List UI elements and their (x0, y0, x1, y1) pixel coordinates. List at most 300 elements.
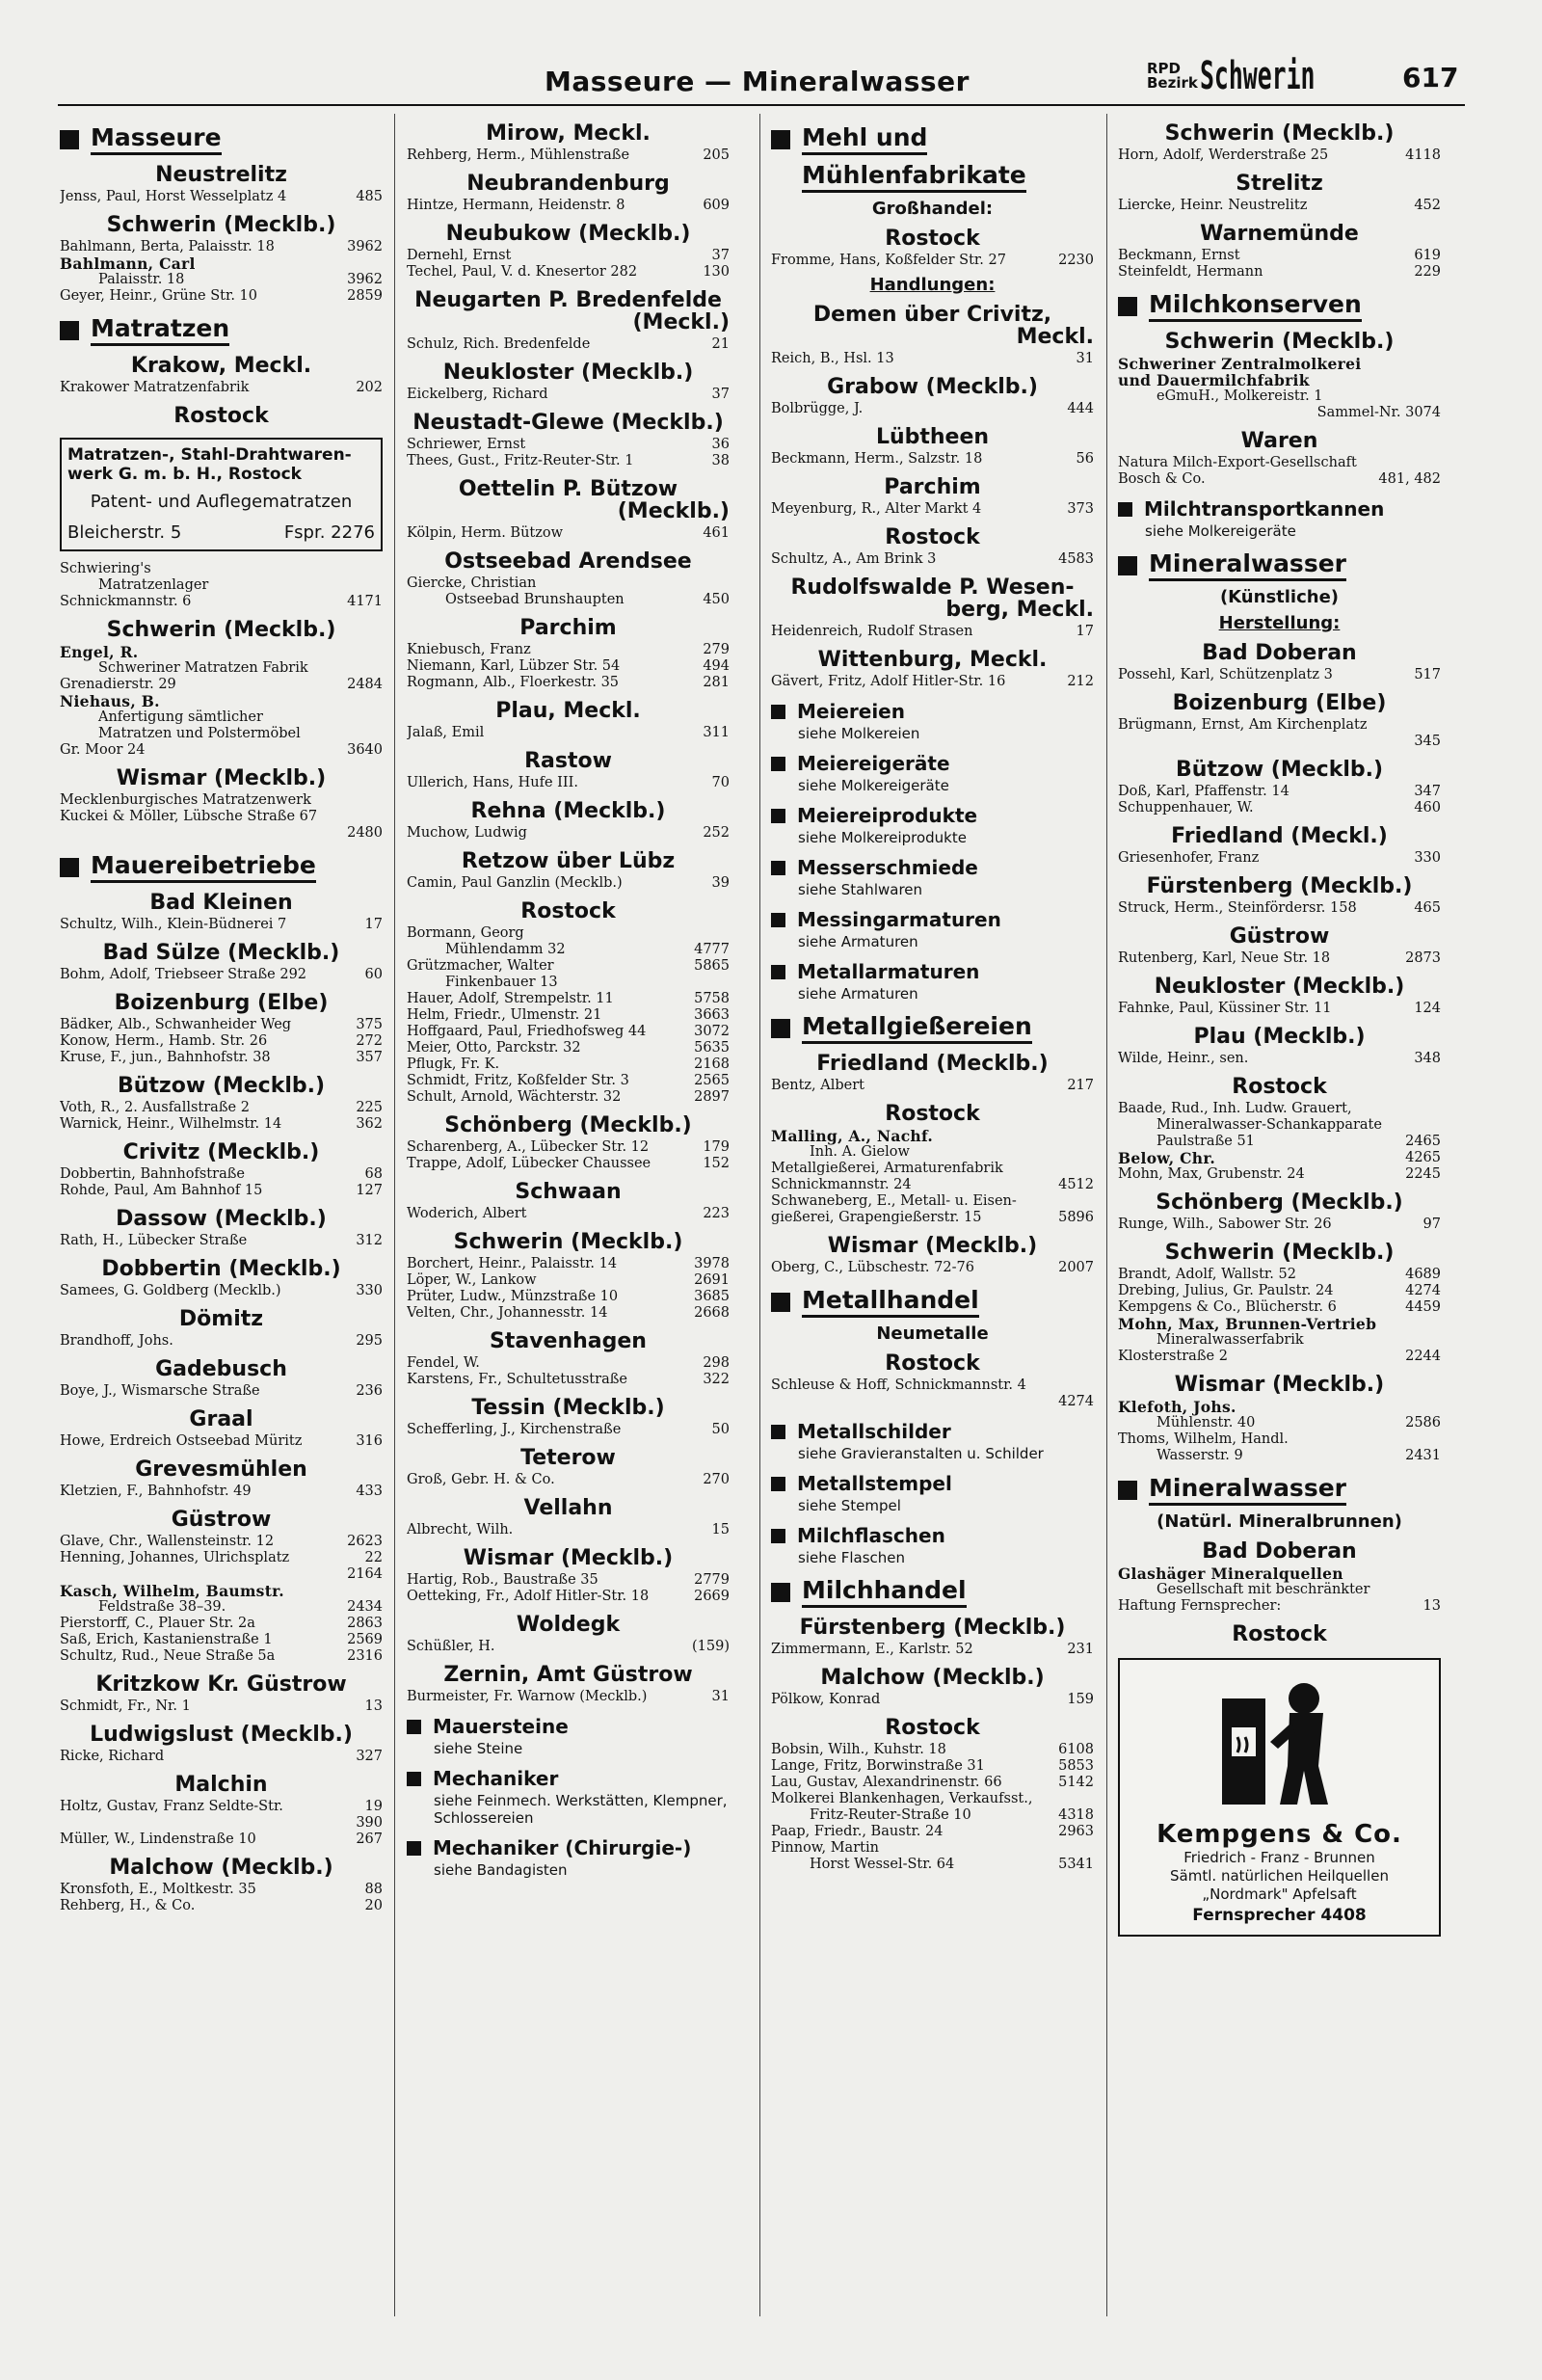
listing-name: Metallgießerei, Armaturenfabrik (771, 1161, 1003, 1176)
listing-entry (1118, 1051, 1441, 1067)
listing-name: Dernehl, Ernst (407, 248, 512, 263)
listing-name: Schmidt, Fritz, Koßfelder Str. 3 (407, 1073, 629, 1088)
listing-name: Ostseebad Brunshaupten (445, 592, 625, 607)
city-heading: Rostock (1232, 1622, 1327, 1646)
listing-name: Drebing, Julius, Gr. Paulstr. 24 (1118, 1283, 1334, 1298)
listing-name: Löper, W., Lankow (407, 1272, 537, 1288)
listing-name: Giercke, Christian (407, 575, 537, 591)
city-heading: Woldegk (516, 1613, 621, 1637)
phone-number: 2434 (347, 1599, 383, 1615)
listing-name: Schultz, Wilh., Klein-Büdnerei 7 (60, 917, 287, 932)
listing-name: Schefferling, J., Kirchenstraße (407, 1422, 622, 1437)
listing-entry (60, 239, 383, 255)
phone-number: 2668 (694, 1305, 730, 1321)
phone-number: 252 (703, 825, 730, 841)
listing-name: Brandt, Adolf, Wallstr. 52 (1118, 1267, 1296, 1282)
listing-name: Paap, Friedr., Baustr. 24 (771, 1824, 944, 1839)
phone-number: 68 (364, 1166, 383, 1182)
advertisement-kempgens (1118, 1658, 1441, 1937)
phone-number: 4274 (1405, 1283, 1441, 1298)
phone-number: 3978 (694, 1256, 730, 1271)
cross-reference: siehe Stempel (798, 1497, 901, 1514)
phone-number: 88 (364, 1882, 383, 1897)
listing-name: eGmuH., Molkereistr. 1 (1156, 388, 1323, 404)
listing-name: Rutenberg, Karl, Neue Str. 18 (1118, 950, 1331, 966)
listing-name: Thoms, Wilhelm, Handl. (1118, 1431, 1289, 1447)
phone-number: 223 (703, 1206, 730, 1221)
section-title: Milchflaschen (797, 1524, 945, 1547)
listing-name: Hoffgaard, Paul, Friedhofsweg 44 (407, 1024, 647, 1039)
phone-number: 202 (356, 380, 383, 395)
city-heading: Bad Kleinen (149, 891, 293, 915)
subheading (1118, 613, 1441, 633)
listing-entry (1118, 1101, 1441, 1117)
section-marker-icon (407, 1772, 421, 1786)
city-heading: (Meckl.) (632, 310, 730, 334)
listing-name: Natura Milch-Export-Gesellschaft (1118, 455, 1357, 470)
column-divider (759, 114, 760, 2316)
listing-entry (771, 401, 1094, 417)
section-heading (771, 908, 1094, 931)
listing-entry (407, 1007, 730, 1024)
phone-number: 127 (356, 1183, 383, 1198)
listing-name: Eickelberg, Richard (407, 387, 548, 402)
phone-number: 31 (1076, 351, 1094, 366)
cross-reference: siehe Feinmech. Werkstätten, Klempner, Schlossereien (434, 1792, 728, 1827)
listing-name: Dobbertin, Bahnhofstraße (60, 1166, 245, 1182)
listing-name: Runge, Wilh., Sabower Str. 26 (1118, 1217, 1332, 1232)
phone-number: Sammel-Nr. 3074 (1316, 405, 1441, 420)
phone-number: 609 (703, 198, 730, 213)
listing-entry (407, 437, 730, 453)
ad-line: Sämtl. natürlichen Heilquellen (1170, 1867, 1389, 1885)
listing-entry (1118, 1283, 1441, 1299)
listing-entry (1118, 1117, 1441, 1134)
listing-entry (1118, 372, 1441, 388)
city-heading: Wittenburg, Meckl. (817, 648, 1048, 672)
phone-number: 5635 (694, 1040, 730, 1056)
city-heading: Schwerin (Mecklb.) (1164, 1241, 1395, 1265)
listing-name: Brandhoff, Johs. (60, 1333, 173, 1349)
listing-name: Kronsfoth, E., Moltkestr. 35 (60, 1882, 256, 1897)
section-heading (771, 960, 1094, 983)
phone-number: 450 (703, 592, 730, 607)
listing-entry (407, 991, 730, 1007)
listing-entry (407, 336, 730, 353)
section-marker-icon (1118, 1481, 1137, 1500)
city-heading: Schönberg (Mecklb.) (444, 1113, 692, 1137)
section-title: Meiereien (797, 700, 905, 723)
section-title: Metallarmaturen (797, 960, 980, 983)
phone-number: 2316 (347, 1648, 383, 1664)
section-heading (407, 1836, 730, 1859)
listing-name: Lau, Gustav, Alexandrinenstr. 66 (771, 1775, 1002, 1790)
city-heading: Wismar (Mecklb.) (827, 1234, 1038, 1258)
city-heading: Wismar (Mecklb.) (1174, 1373, 1385, 1397)
listing-name: Fritz-Reuter-Straße 10 (810, 1807, 971, 1823)
listing-entry (1118, 147, 1441, 164)
section-heading (407, 1767, 730, 1790)
listing-name: Doß, Karl, Pfaffenstr. 14 (1118, 784, 1289, 799)
listing-name: Matratzenlager (98, 577, 209, 593)
section-marker-icon (771, 757, 785, 771)
city-heading: Dobbertin (Mecklb.) (101, 1257, 341, 1281)
listing-entry (60, 1100, 383, 1116)
phone-number: 159 (1067, 1692, 1094, 1707)
listing-name: Zimmermann, E., Karlstr. 52 (771, 1642, 973, 1657)
city-heading: Malchin (174, 1773, 268, 1797)
phone-number: 179 (703, 1139, 730, 1155)
listing-entry (60, 1484, 383, 1500)
city-heading: Grabow (Mecklb.) (827, 375, 1038, 399)
listing-entry (60, 380, 383, 396)
section-marker-icon (771, 1583, 790, 1602)
listing-entry (407, 1689, 730, 1705)
section-heading (60, 314, 383, 346)
listing-name: Possehl, Karl, Schützenplatz 3 (1118, 667, 1333, 682)
listing-name: Hartig, Rob., Baustraße 35 (407, 1572, 598, 1588)
cross-reference: siehe Molkereigeräte (798, 777, 949, 794)
section-marker-icon (60, 130, 79, 149)
listing-name: Henning, Johannes, Ulrichsplatz (60, 1550, 290, 1565)
listing-entry (60, 1898, 383, 1914)
section-heading (771, 1524, 1094, 1547)
listing-name: Schleuse & Hoff, Schnickmannstr. 4 (771, 1377, 1026, 1393)
section-heading (1118, 1474, 1441, 1506)
listing-entry (771, 1161, 1094, 1177)
phone-number: 2244 (1405, 1349, 1441, 1364)
section-heading (771, 1576, 1094, 1608)
listing-name: Mühlendamm 32 (445, 942, 566, 957)
section-marker-icon (407, 1720, 421, 1734)
listing-name: Rohde, Paul, Am Bahnhof 15 (60, 1183, 263, 1198)
phone-number: 5142 (1058, 1775, 1094, 1790)
listing-entry (1118, 1349, 1441, 1365)
section-heading (1118, 549, 1441, 581)
listing-name: Hintze, Hermann, Heidenstr. 8 (407, 198, 625, 213)
phone-number: 124 (1414, 1001, 1441, 1016)
listing-entry (60, 792, 383, 809)
listing-entry (1118, 455, 1441, 471)
subheading-text: Handlungen: (869, 275, 996, 295)
city-heading: Fürstenberg (Mecklb.) (1146, 874, 1413, 898)
listing-entry (60, 917, 383, 933)
city-heading: Rostock (885, 1716, 980, 1740)
phone-number: 3663 (694, 1007, 730, 1023)
listing-entry (60, 594, 383, 610)
phone-number: 205 (703, 147, 730, 163)
listing-entry (1118, 471, 1441, 488)
listing-name: Pflugk, Fr. K. (407, 1056, 500, 1072)
phone-number: 327 (356, 1749, 383, 1764)
listing-name: Oberg, C., Lübschestr. 72-76 (771, 1260, 974, 1275)
listing-name: Molkerei Blankenhagen, Verkaufsst., (771, 1791, 1033, 1806)
listing-name: Rehberg, H., & Co. (60, 1898, 196, 1913)
section-marker-icon (771, 1477, 785, 1491)
section-marker-icon (771, 1425, 785, 1439)
listing-name: Struck, Herm., Steinfördersr. 158 (1118, 900, 1357, 916)
section-title: Messingarmaturen (797, 908, 1001, 931)
section-marker-icon (771, 1019, 790, 1038)
section-heading (60, 851, 383, 883)
listing-entry (771, 1840, 1094, 1857)
cross-reference: siehe Steine (434, 1740, 523, 1757)
section-marker-icon (1118, 556, 1137, 575)
phone-number: 4118 (1405, 147, 1441, 163)
listing-entry (60, 189, 383, 205)
listing-entry (60, 1383, 383, 1400)
listing-name: Klefoth, Johs. (1118, 1398, 1236, 1416)
listing-entry (407, 958, 730, 975)
listing-entry (60, 1166, 383, 1183)
listing-entry (771, 1742, 1094, 1758)
listing-entry (771, 1758, 1094, 1775)
city-heading: Plau (Mecklb.) (1193, 1025, 1366, 1049)
cross-reference: siehe Flaschen (798, 1549, 906, 1566)
listing-name: Malling, A., Nachf. (771, 1127, 934, 1145)
listing-entry (407, 198, 730, 214)
phone-number: 433 (356, 1484, 383, 1499)
phone-number: 212 (1067, 674, 1094, 689)
listing-entry (1118, 1582, 1441, 1598)
phone-number: 4265 (1405, 1150, 1441, 1165)
phone-number: 348 (1414, 1051, 1441, 1066)
phone-number: 2863 (347, 1616, 383, 1631)
listing-entry (771, 501, 1094, 518)
phone-number: 15 (711, 1522, 730, 1538)
listing-entry (60, 1698, 383, 1715)
listing-entry (771, 253, 1094, 269)
phone-number: 312 (356, 1233, 383, 1248)
section-marker-icon (771, 1529, 785, 1543)
listing-name: Liercke, Heinr. Neustrelitz (1118, 198, 1308, 213)
listing-name: Boye, J., Wismarsche Straße (60, 1383, 260, 1399)
phone-number: 375 (356, 1017, 383, 1032)
city-heading: Waren (1240, 429, 1318, 453)
subheading: (Künstliche) (1219, 587, 1340, 607)
listing-name: Thees, Gust., Fritz-Reuter-Str. 1 (407, 453, 634, 468)
city-heading: Boizenburg (Elbe) (114, 991, 329, 1015)
listing-entry (60, 693, 383, 709)
listing-name: Müller, W., Lindenstraße 10 (60, 1832, 256, 1847)
phone-number: 5341 (1058, 1857, 1094, 1872)
listing-name: Kniebusch, Franz (407, 642, 531, 657)
listing-entry (771, 674, 1094, 690)
listing-entry (771, 1791, 1094, 1807)
section-heading (771, 1286, 1094, 1318)
listing-name: Camin, Paul Ganzlin (Mecklb.) (407, 875, 623, 891)
listing-entry (1118, 1332, 1441, 1349)
ad-phone: Fernsprecher 4408 (1192, 1906, 1367, 1925)
listing-name: Bobsin, Wilh., Kuhstr. 18 (771, 1742, 946, 1757)
listing-entry (407, 1305, 730, 1322)
phone-number: 461 (703, 525, 730, 541)
city-heading: Bützow (Mecklb.) (1175, 758, 1384, 782)
listing-entry (407, 925, 730, 942)
city-heading: Neubrandenburg (466, 172, 670, 196)
listing-name: Groß, Gebr. H. & Co. (407, 1472, 555, 1487)
phone-number: 20 (364, 1898, 383, 1913)
city-heading: Oettelin P. Bützow (458, 477, 678, 501)
listing-entry (407, 1139, 730, 1156)
listing-name: Schweriner Matratzen Fabrik (98, 660, 308, 676)
phone-number: 3962 (347, 239, 383, 254)
listing-name: Scharenberg, A., Lübecker Str. 12 (407, 1139, 650, 1155)
city-heading: Ostseebad Arendsee (444, 549, 692, 574)
listing-entry (60, 1333, 383, 1350)
city-heading: Neukloster (Mecklb.) (1154, 975, 1405, 999)
city-heading: Neubukow (Mecklb.) (445, 222, 691, 246)
phone-number: 37 (711, 248, 730, 263)
phone-number: 2007 (1058, 1260, 1094, 1275)
listing-name: Bahlmann, Carl (60, 254, 196, 273)
phone-number: 36 (711, 437, 730, 452)
phone-number: 311 (703, 725, 730, 740)
city-heading: Rostock (885, 1102, 980, 1126)
listing-entry (1118, 1001, 1441, 1017)
listing-entry (60, 1283, 383, 1299)
listing-name: Grützmacher, Walter (407, 958, 554, 974)
city-heading: Krakow, Meckl. (130, 354, 312, 378)
phone-number: 22 (364, 1550, 383, 1565)
listing-name: Below, Chr. (1118, 1149, 1216, 1167)
listing-name: Bosch & Co. (1118, 471, 1206, 487)
listing-entry (407, 248, 730, 264)
listing-name: Mineralwasser-Schankapparate (1156, 1117, 1382, 1133)
section-heading (1118, 497, 1441, 521)
city-heading: Neustadt-Glewe (Mecklb.) (412, 411, 724, 435)
listing-name: Pinnow, Martin (771, 1840, 879, 1856)
city-heading: Rostock (885, 1351, 980, 1376)
listing-name: Heidenreich, Rudolf Strasen (771, 624, 973, 639)
listing-name: Saß, Erich, Kastanienstraße 1 (60, 1632, 273, 1647)
section-marker-icon (771, 705, 785, 719)
phone-number: 517 (1414, 667, 1441, 682)
listing-name: Meyenburg, R., Alter Markt 4 (771, 501, 982, 517)
listing-entry (407, 775, 730, 791)
listing-entry (1118, 356, 1441, 372)
listing-entry (771, 1642, 1094, 1658)
phone-number: 444 (1067, 401, 1094, 416)
listing-entry (1118, 1565, 1441, 1582)
phone-number: 362 (356, 1116, 383, 1132)
phone-number: 272 (356, 1033, 383, 1049)
city-heading: Kritzkow Kr. Güstrow (95, 1672, 347, 1697)
city-heading: Friedland (Meckl.) (1171, 824, 1388, 848)
listing-entry (60, 1599, 383, 1616)
listing-entry (60, 272, 383, 288)
listing-name: Velten, Chr., Johannesstr. 14 (407, 1305, 608, 1321)
city-heading: Gadebusch (155, 1357, 287, 1381)
listing-name: Fahnke, Paul, Küssiner Str. 11 (1118, 1001, 1332, 1016)
city-heading: Retzow über Lübz (461, 849, 676, 873)
city-heading: Graal (189, 1407, 253, 1431)
listing-name: Schüßler, H. (407, 1639, 495, 1654)
listing-entry (1118, 1217, 1441, 1233)
listing-name: Bahlmann, Berta, Palaisstr. 18 (60, 239, 275, 254)
listing-name: Kletzien, F., Bahnhofstr. 49 (60, 1484, 252, 1499)
listing-name: Reich, B., Hsl. 13 (771, 351, 894, 366)
section-title: Mineralwasser (1149, 549, 1346, 581)
listing-entry (60, 644, 383, 660)
section-marker-icon (771, 1293, 790, 1312)
listing-entry (407, 1355, 730, 1372)
phone-number: 2859 (347, 288, 383, 304)
listing-entry (1118, 1150, 1441, 1166)
listing-entry (60, 1749, 383, 1765)
listing-name: Schuppenhauer, W. (1118, 800, 1254, 816)
phone-number: 50 (711, 1422, 730, 1437)
city-heading: Rehna (Mecklb.) (470, 799, 666, 823)
listing-entry (60, 709, 383, 726)
listing-entry (407, 1089, 730, 1106)
section-heading (771, 804, 1094, 827)
listing-entry (407, 1272, 730, 1289)
phone-number: 330 (356, 1283, 383, 1298)
listing-entry (771, 1377, 1094, 1394)
listing-entry (771, 1775, 1094, 1791)
phone-number: 2465 (1405, 1134, 1441, 1149)
section-heading (407, 1715, 730, 1738)
phone-number: 152 (703, 1156, 730, 1171)
listing-name: Gävert, Fritz, Adolf Hitler-Str. 16 (771, 674, 1006, 689)
listing-entry (407, 675, 730, 691)
ad-line: Friedrich - Franz - Brunnen (1183, 1849, 1375, 1866)
listing-entry (407, 825, 730, 842)
listing-name: Horn, Adolf, Werderstraße 25 (1118, 147, 1329, 163)
listing-name: Griesenhofer, Franz (1118, 850, 1260, 866)
phone-number: 19 (364, 1799, 383, 1814)
phone-number: 60 (364, 967, 383, 982)
listing-entry (60, 809, 383, 825)
city-heading: Rudolfswalde P. Wesen- (790, 575, 1075, 600)
listing-entry (60, 1433, 383, 1450)
phone-number: 21 (711, 336, 730, 352)
city-heading: Vellahn (523, 1496, 613, 1520)
city-heading: Stavenhagen (490, 1329, 647, 1353)
city-heading: Wismar (Mecklb.) (463, 1546, 674, 1570)
listing-name: Bädker, Alb., Schwanheider Weg (60, 1017, 292, 1032)
listing-name: Bentz, Albert (771, 1078, 864, 1093)
listing-entry (407, 1522, 730, 1538)
listing-name: Schmidt, Fr., Nr. 1 (60, 1698, 191, 1714)
listing-name: Techel, Paul, V. d. Knesertor 282 (407, 264, 638, 280)
phone-number: 295 (356, 1333, 383, 1349)
cross-reference: siehe Molkereigeräte (1145, 522, 1296, 540)
phone-number: 5896 (1058, 1210, 1094, 1225)
phone-number: 267 (356, 1832, 383, 1847)
phone-number: 481, 482 (1378, 471, 1441, 487)
section-title: Mühlenfabrikate (802, 161, 1026, 193)
listing-name: Prüter, Ludw., Münzstraße 10 (407, 1289, 619, 1304)
city-heading: Demen über Crivitz, (812, 303, 1052, 327)
section-title: Metallhandel (802, 1286, 979, 1318)
listing-entry (60, 1534, 383, 1550)
section-heading (771, 700, 1094, 723)
phone-number: 2230 (1058, 253, 1094, 268)
listing-entry (60, 677, 383, 693)
phone-number: 6108 (1058, 1742, 1094, 1757)
listing-entry (1118, 1448, 1441, 1464)
listing-entry (407, 1024, 730, 1040)
section-title: Masseure (91, 123, 222, 155)
subheading: Neumetalle (876, 1324, 989, 1344)
phone-number: 4777 (694, 942, 730, 957)
city-heading: Tessin (Mecklb.) (471, 1396, 665, 1420)
listing-name: Jalaß, Emil (407, 725, 485, 740)
section-heading (771, 752, 1094, 775)
listing-name: Geyer, Heinr., Grüne Str. 10 (60, 288, 258, 304)
